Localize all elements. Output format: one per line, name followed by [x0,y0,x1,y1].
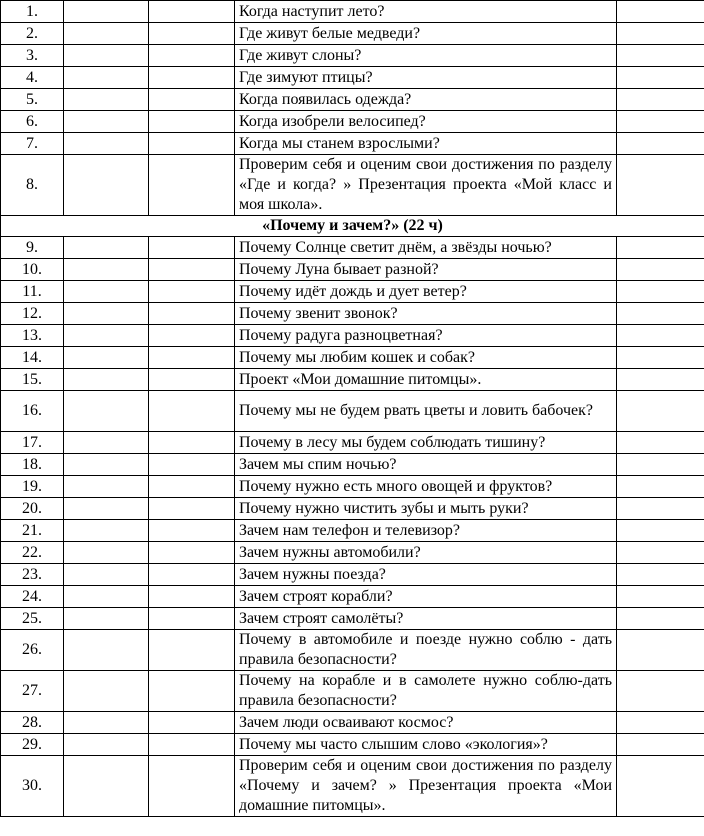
empty-cell [64,630,149,671]
lesson-number: 30. [1,756,64,817]
lesson-number: 29. [1,734,64,756]
empty-cell [617,281,704,303]
lesson-number: 15. [1,369,64,391]
empty-cell [617,67,704,89]
lesson-number: 12. [1,303,64,325]
lesson-topic: Зачем мы спим ночью? [235,454,617,476]
empty-cell [149,608,235,630]
lesson-topic: Зачем люди осваивают космос? [235,712,617,734]
empty-cell [64,259,149,281]
lesson-number: 16. [1,391,64,432]
lesson-topic: Почему в автомобиле и поезде нужно соблю - дать правила безопасности? [235,630,617,671]
lesson-topic: Почему мы часто слышим слово «экология»? [235,734,617,756]
empty-cell [149,259,235,281]
table-row [1,564,704,586]
empty-cell [617,369,704,391]
lesson-topic: Почему нужно есть много овощей и фруктов? [235,476,617,498]
empty-cell [149,391,235,432]
empty-cell [64,520,149,542]
empty-cell [617,498,704,520]
lesson-number: 19. [1,476,64,498]
lesson-topic: Почему Луна бывает разной? [235,259,617,281]
section-where-when-rows [1,1,704,216]
empty-cell [64,454,149,476]
empty-cell [617,391,704,432]
empty-cell [64,756,149,817]
empty-cell [149,520,235,542]
empty-cell [617,133,704,155]
lesson-topic: Где живут слоны? [235,45,617,67]
table-row [1,259,704,281]
empty-cell [149,155,235,216]
empty-cell [149,45,235,67]
empty-cell [617,23,704,45]
lesson-topic: Почему звенит звонок? [235,303,617,325]
empty-cell [149,586,235,608]
lesson-topic: Зачем строят самолёты? [235,608,617,630]
empty-cell [149,133,235,155]
table-row [1,133,704,155]
table-row [1,432,704,454]
empty-cell [64,347,149,369]
empty-cell [149,111,235,133]
table-row [1,155,704,216]
empty-cell [64,476,149,498]
empty-cell [64,133,149,155]
empty-cell [64,671,149,712]
table-row [1,325,704,347]
empty-cell [149,671,235,712]
lesson-number: 7. [1,133,64,155]
lesson-topic: Проверим себя и оценим свои достижения по разделу «Где и когда? » Презентация проекта «Мой класс и моя школа». [235,155,617,216]
empty-cell [617,89,704,111]
empty-cell [149,347,235,369]
empty-cell [617,476,704,498]
lesson-number: 2. [1,23,64,45]
empty-cell [617,325,704,347]
lesson-topic: Зачем строят корабли? [235,586,617,608]
table-row [1,520,704,542]
empty-cell [149,303,235,325]
empty-cell [149,432,235,454]
empty-cell [617,542,704,564]
lesson-topic: Почему Солнце светит днём, а звёзды ночью? [235,237,617,259]
empty-cell [617,564,704,586]
empty-cell [64,542,149,564]
lesson-topic: Где зимуют птицы? [235,67,617,89]
lesson-topic: Где живут белые медведи? [235,23,617,45]
empty-cell [149,281,235,303]
empty-cell [617,347,704,369]
lesson-topic: Почему радуга разноцветная? [235,325,617,347]
empty-cell [149,369,235,391]
empty-cell [64,608,149,630]
section-why-what-for-rows [1,237,704,817]
lesson-number: 17. [1,432,64,454]
empty-cell [64,432,149,454]
lesson-topic: Почему нужно чистить зубы и мыть руки? [235,498,617,520]
lesson-number: 28. [1,712,64,734]
empty-cell [617,303,704,325]
section-heading-row [1,216,704,237]
empty-cell [149,734,235,756]
empty-cell [149,237,235,259]
table-row [1,1,704,23]
lesson-topic: Проект «Мои домашние питомцы». [235,369,617,391]
empty-cell [64,369,149,391]
empty-cell [64,564,149,586]
empty-cell [149,1,235,23]
lesson-number: 23. [1,564,64,586]
empty-cell [64,498,149,520]
empty-cell [149,325,235,347]
lesson-number: 9. [1,237,64,259]
empty-cell [617,237,704,259]
table-row [1,89,704,111]
table-row [1,630,704,671]
table-row [1,281,704,303]
empty-cell [149,712,235,734]
empty-cell [149,542,235,564]
empty-cell [64,111,149,133]
lesson-number: 8. [1,155,64,216]
lesson-number: 1. [1,1,64,23]
empty-cell [617,756,704,817]
empty-cell [617,630,704,671]
lesson-number: 11. [1,281,64,303]
lesson-topic: Почему на корабле и в самолете нужно соблю-дать правила безопасности? [235,671,617,712]
empty-cell [64,391,149,432]
section-heading: «Почему и зачем?» (22 ч) [1,216,704,237]
empty-cell [617,155,704,216]
table-row [1,671,704,712]
empty-cell [64,325,149,347]
lesson-number: 5. [1,89,64,111]
empty-cell [617,111,704,133]
empty-cell [149,630,235,671]
lesson-topic: Почему мы не будем рвать цветы и ловить бабочек? [235,391,617,432]
empty-cell [149,476,235,498]
lesson-topic: Когда изобрели велосипед? [235,111,617,133]
table-row [1,608,704,630]
lesson-number: 20. [1,498,64,520]
lesson-topic: Почему в лесу мы будем соблюдать тишину? [235,432,617,454]
table-row [1,67,704,89]
empty-cell [149,564,235,586]
empty-cell [617,520,704,542]
lesson-number: 24. [1,586,64,608]
empty-cell [64,155,149,216]
table-row [1,476,704,498]
lesson-number: 25. [1,608,64,630]
table-row [1,303,704,325]
empty-cell [64,303,149,325]
table-row [1,45,704,67]
empty-cell [617,45,704,67]
table-row [1,498,704,520]
lesson-topic: Почему мы любим кошек и собак? [235,347,617,369]
table-row [1,734,704,756]
lesson-number: 27. [1,671,64,712]
table-row [1,391,704,432]
table-row [1,111,704,133]
empty-cell [64,89,149,111]
empty-cell [149,498,235,520]
lesson-number: 22. [1,542,64,564]
empty-cell [149,454,235,476]
empty-cell [64,67,149,89]
empty-cell [617,1,704,23]
lesson-number: 4. [1,67,64,89]
lesson-topic: Зачем нужны автомобили? [235,542,617,564]
lesson-number: 14. [1,347,64,369]
empty-cell [617,259,704,281]
lesson-topic: Зачем нужны поезда? [235,564,617,586]
empty-cell [64,23,149,45]
empty-cell [617,712,704,734]
lesson-number: 6. [1,111,64,133]
table-row [1,542,704,564]
empty-cell [149,756,235,817]
lesson-number: 10. [1,259,64,281]
lesson-topic: Почему идёт дождь и дует ветер? [235,281,617,303]
table-row [1,712,704,734]
empty-cell [64,1,149,23]
empty-cell [64,45,149,67]
empty-cell [64,734,149,756]
lesson-topic: Когда наступит лето? [235,1,617,23]
empty-cell [617,671,704,712]
empty-cell [617,734,704,756]
table-row [1,369,704,391]
empty-cell [617,432,704,454]
empty-cell [64,281,149,303]
section-heading-group [1,216,704,237]
lesson-number: 3. [1,45,64,67]
lesson-topic: Когда появилась одежда? [235,89,617,111]
empty-cell [149,67,235,89]
table-row [1,454,704,476]
table-row [1,347,704,369]
empty-cell [149,23,235,45]
lesson-topic: Когда мы станем взрослыми? [235,133,617,155]
lesson-number: 26. [1,630,64,671]
table-row [1,237,704,259]
table-row [1,23,704,45]
empty-cell [617,586,704,608]
table-row [1,586,704,608]
empty-cell [149,89,235,111]
empty-cell [64,586,149,608]
empty-cell [64,712,149,734]
table-row [1,756,704,817]
lesson-topic: Проверим себя и оценим свои достижения по разделу «Почему и зачем? » Презентация проекта «Мои домашние питомцы». [235,756,617,817]
empty-cell [64,237,149,259]
lesson-topic: Зачем нам телефон и телевизор? [235,520,617,542]
empty-cell [617,608,704,630]
lesson-number: 13. [1,325,64,347]
empty-cell [617,454,704,476]
lesson-number: 18. [1,454,64,476]
lesson-number: 21. [1,520,64,542]
